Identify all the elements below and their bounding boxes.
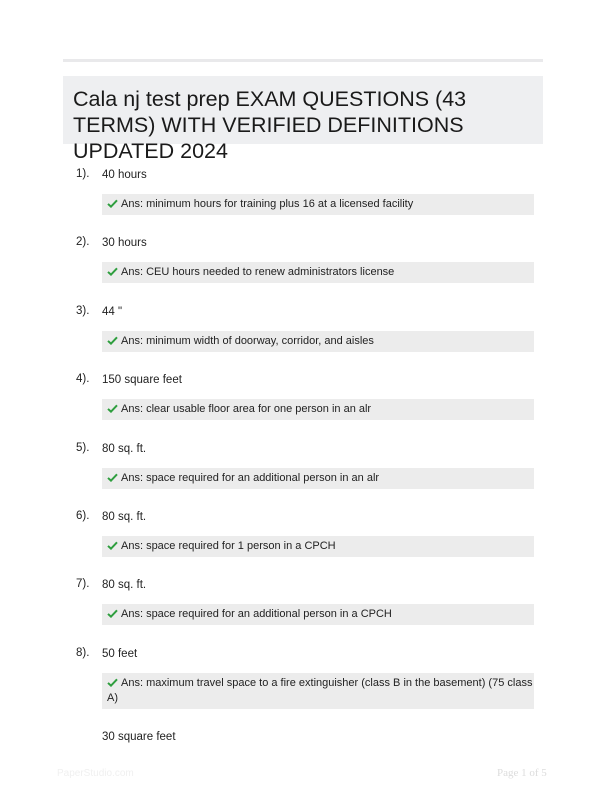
answer-text: Ans: minimum hours for training plus 16 at a licensed facility bbox=[121, 198, 414, 210]
check-icon bbox=[107, 404, 118, 413]
item-term: 30 square feet bbox=[102, 731, 176, 743]
item-number: 4). bbox=[76, 373, 90, 385]
answer-box bbox=[102, 331, 534, 352]
check-icon bbox=[107, 609, 118, 618]
answer-text: Ans: space required for 1 person in a CPCH bbox=[121, 540, 336, 552]
answer-box bbox=[102, 194, 534, 215]
answer-text: Ans: space required for an additional person in an alr bbox=[121, 472, 380, 484]
page-indicator: Page 1 of 5 bbox=[497, 767, 547, 779]
item-term: 150 square feet bbox=[102, 374, 182, 386]
item-number: 7). bbox=[76, 578, 90, 590]
answer-text: Ans: space required for an additional person in a CPCH bbox=[121, 608, 392, 620]
item-term: 80 sq. ft. bbox=[102, 511, 147, 523]
item-number: 8). bbox=[76, 647, 90, 659]
answer-text: Ans: minimum width of doorway, corridor, and aisles bbox=[121, 335, 374, 347]
item-term: 80 sq. ft. bbox=[102, 579, 147, 591]
answer-box bbox=[102, 604, 534, 625]
item-number: 6). bbox=[76, 510, 90, 522]
answer-box bbox=[102, 262, 534, 283]
item-term: 80 sq. ft. bbox=[102, 443, 147, 455]
check-icon bbox=[107, 473, 118, 482]
item-number: 3). bbox=[76, 305, 90, 317]
title-banner bbox=[63, 76, 543, 163]
answer-text: Ans: clear usable floor area for one person in an alr bbox=[121, 403, 372, 415]
top-divider bbox=[63, 59, 543, 62]
item-term: 30 hours bbox=[102, 237, 147, 249]
document-title: Cala nj test prep EXAM QUESTIONS (43 TERMS) WITH VERIFIED DEFINITIONS UPDATED 2024 bbox=[73, 87, 467, 163]
item-number: 2). bbox=[76, 236, 90, 248]
answer-text: Ans: CEU hours needed to renew administrators license bbox=[121, 266, 395, 278]
check-icon bbox=[107, 541, 118, 550]
check-icon bbox=[107, 678, 118, 687]
item-number: 1). bbox=[76, 168, 90, 180]
answer-box bbox=[102, 399, 534, 420]
item-term: 50 feet bbox=[102, 648, 138, 660]
check-icon bbox=[107, 336, 118, 345]
item-term: 44 " bbox=[102, 306, 123, 318]
answer-box bbox=[102, 536, 534, 557]
item-number: 5). bbox=[76, 442, 90, 454]
answer-box bbox=[102, 673, 534, 709]
answer-text: Ans: maximum travel space to a fire extinguisher (class B in the basement) (75 class A) bbox=[107, 677, 533, 704]
footer-watermark: PaperStudio.com bbox=[57, 768, 134, 779]
answer-box bbox=[102, 468, 534, 489]
check-icon bbox=[107, 267, 118, 276]
check-icon bbox=[107, 199, 118, 208]
item-term: 40 hours bbox=[102, 169, 147, 181]
